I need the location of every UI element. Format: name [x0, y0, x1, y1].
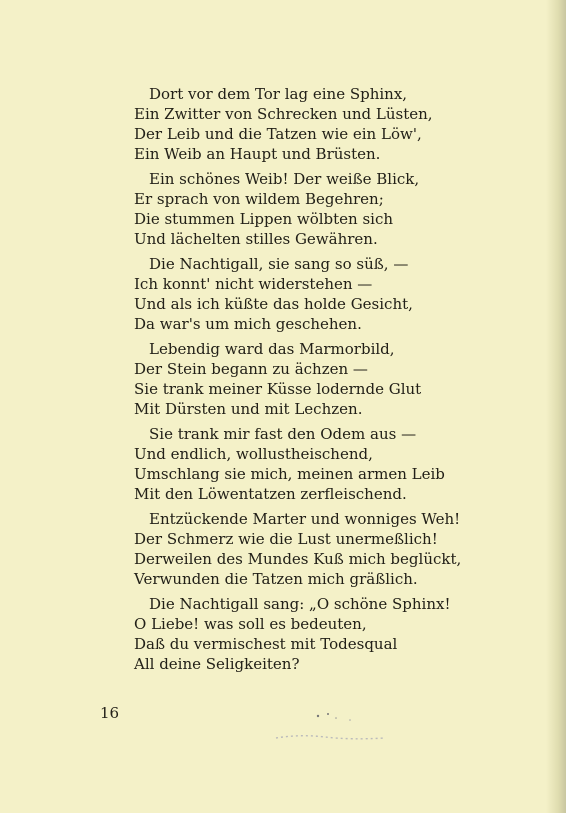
ink-smudge: [270, 712, 390, 752]
poem-line: Derweilen des Mundes Kuß mich beglückt,: [134, 550, 462, 568]
stanza-3: [134, 254, 514, 334]
stanza-7: [134, 594, 514, 674]
page-edge-shadow: [546, 0, 566, 813]
poem-line: Die stummen Lippen wölbten sich: [134, 210, 394, 228]
stanza-1: [134, 84, 514, 164]
poem-line: Ich konnt' nicht widerstehen —: [134, 275, 373, 293]
poem-line: Sie trank mir fast den Odem aus —: [149, 425, 417, 443]
poem-line: Da war's um mich geschehen.: [134, 315, 362, 333]
poem-line: Der Schmerz wie die Lust unermeßlich!: [134, 530, 438, 548]
poem-line: Ein Weib an Haupt und Brüsten.: [134, 145, 381, 163]
poem-line: Und als ich küßte das holde Gesicht,: [134, 295, 413, 313]
poem-line: Verwunden die Tatzen mich gräßlich.: [134, 570, 418, 588]
poem-line: Er sprach von wildem Begehren;: [134, 190, 384, 208]
poem-line: Dort vor dem Tor lag eine Sphinx,: [149, 85, 408, 103]
poem-line: Ein schönes Weib! Der weiße Blick,: [149, 170, 420, 188]
poem-text: [134, 84, 514, 679]
poem-line: Entzückende Marter und wonniges Weh!: [149, 510, 461, 528]
page-number: 16: [100, 704, 120, 722]
poem-line: O Liebe! was soll es bedeuten,: [134, 615, 367, 633]
poem-line: Die Nachtigall, sie sang so süß, —: [149, 255, 409, 273]
stanza-4: [134, 339, 514, 419]
poem-line: Daß du vermischest mit Todesqual: [134, 635, 398, 653]
stanza-5: [134, 424, 514, 504]
poem-line: Ein Zwitter von Schrecken und Lüsten,: [134, 105, 433, 123]
stanza-2: [134, 169, 514, 249]
poem-line: Der Leib und die Tatzen wie ein Löw',: [134, 125, 422, 143]
poem-line: Sie trank meiner Küsse lodernde Glut: [134, 380, 422, 398]
poem-line: Mit den Löwentatzen zerfleischend.: [134, 485, 407, 503]
poem-line: Die Nachtigall sang: „O schöne Sphinx!: [149, 595, 451, 613]
poem-line: Und endlich, wollustheischend,: [134, 445, 373, 463]
poem-line: Und lächelten stilles Gewähren.: [134, 230, 378, 248]
poem-line: Mit Dürsten und mit Lechzen.: [134, 400, 363, 418]
poem-line: Der Stein begann zu ächzen —: [134, 360, 368, 378]
poem-line: Umschlang sie mich, meinen armen Leib: [134, 465, 445, 483]
stanza-6: [134, 509, 514, 589]
poem-line: All deine Seligkeiten?: [134, 655, 300, 673]
poem-line: Lebendig ward das Marmorbild,: [149, 340, 395, 358]
